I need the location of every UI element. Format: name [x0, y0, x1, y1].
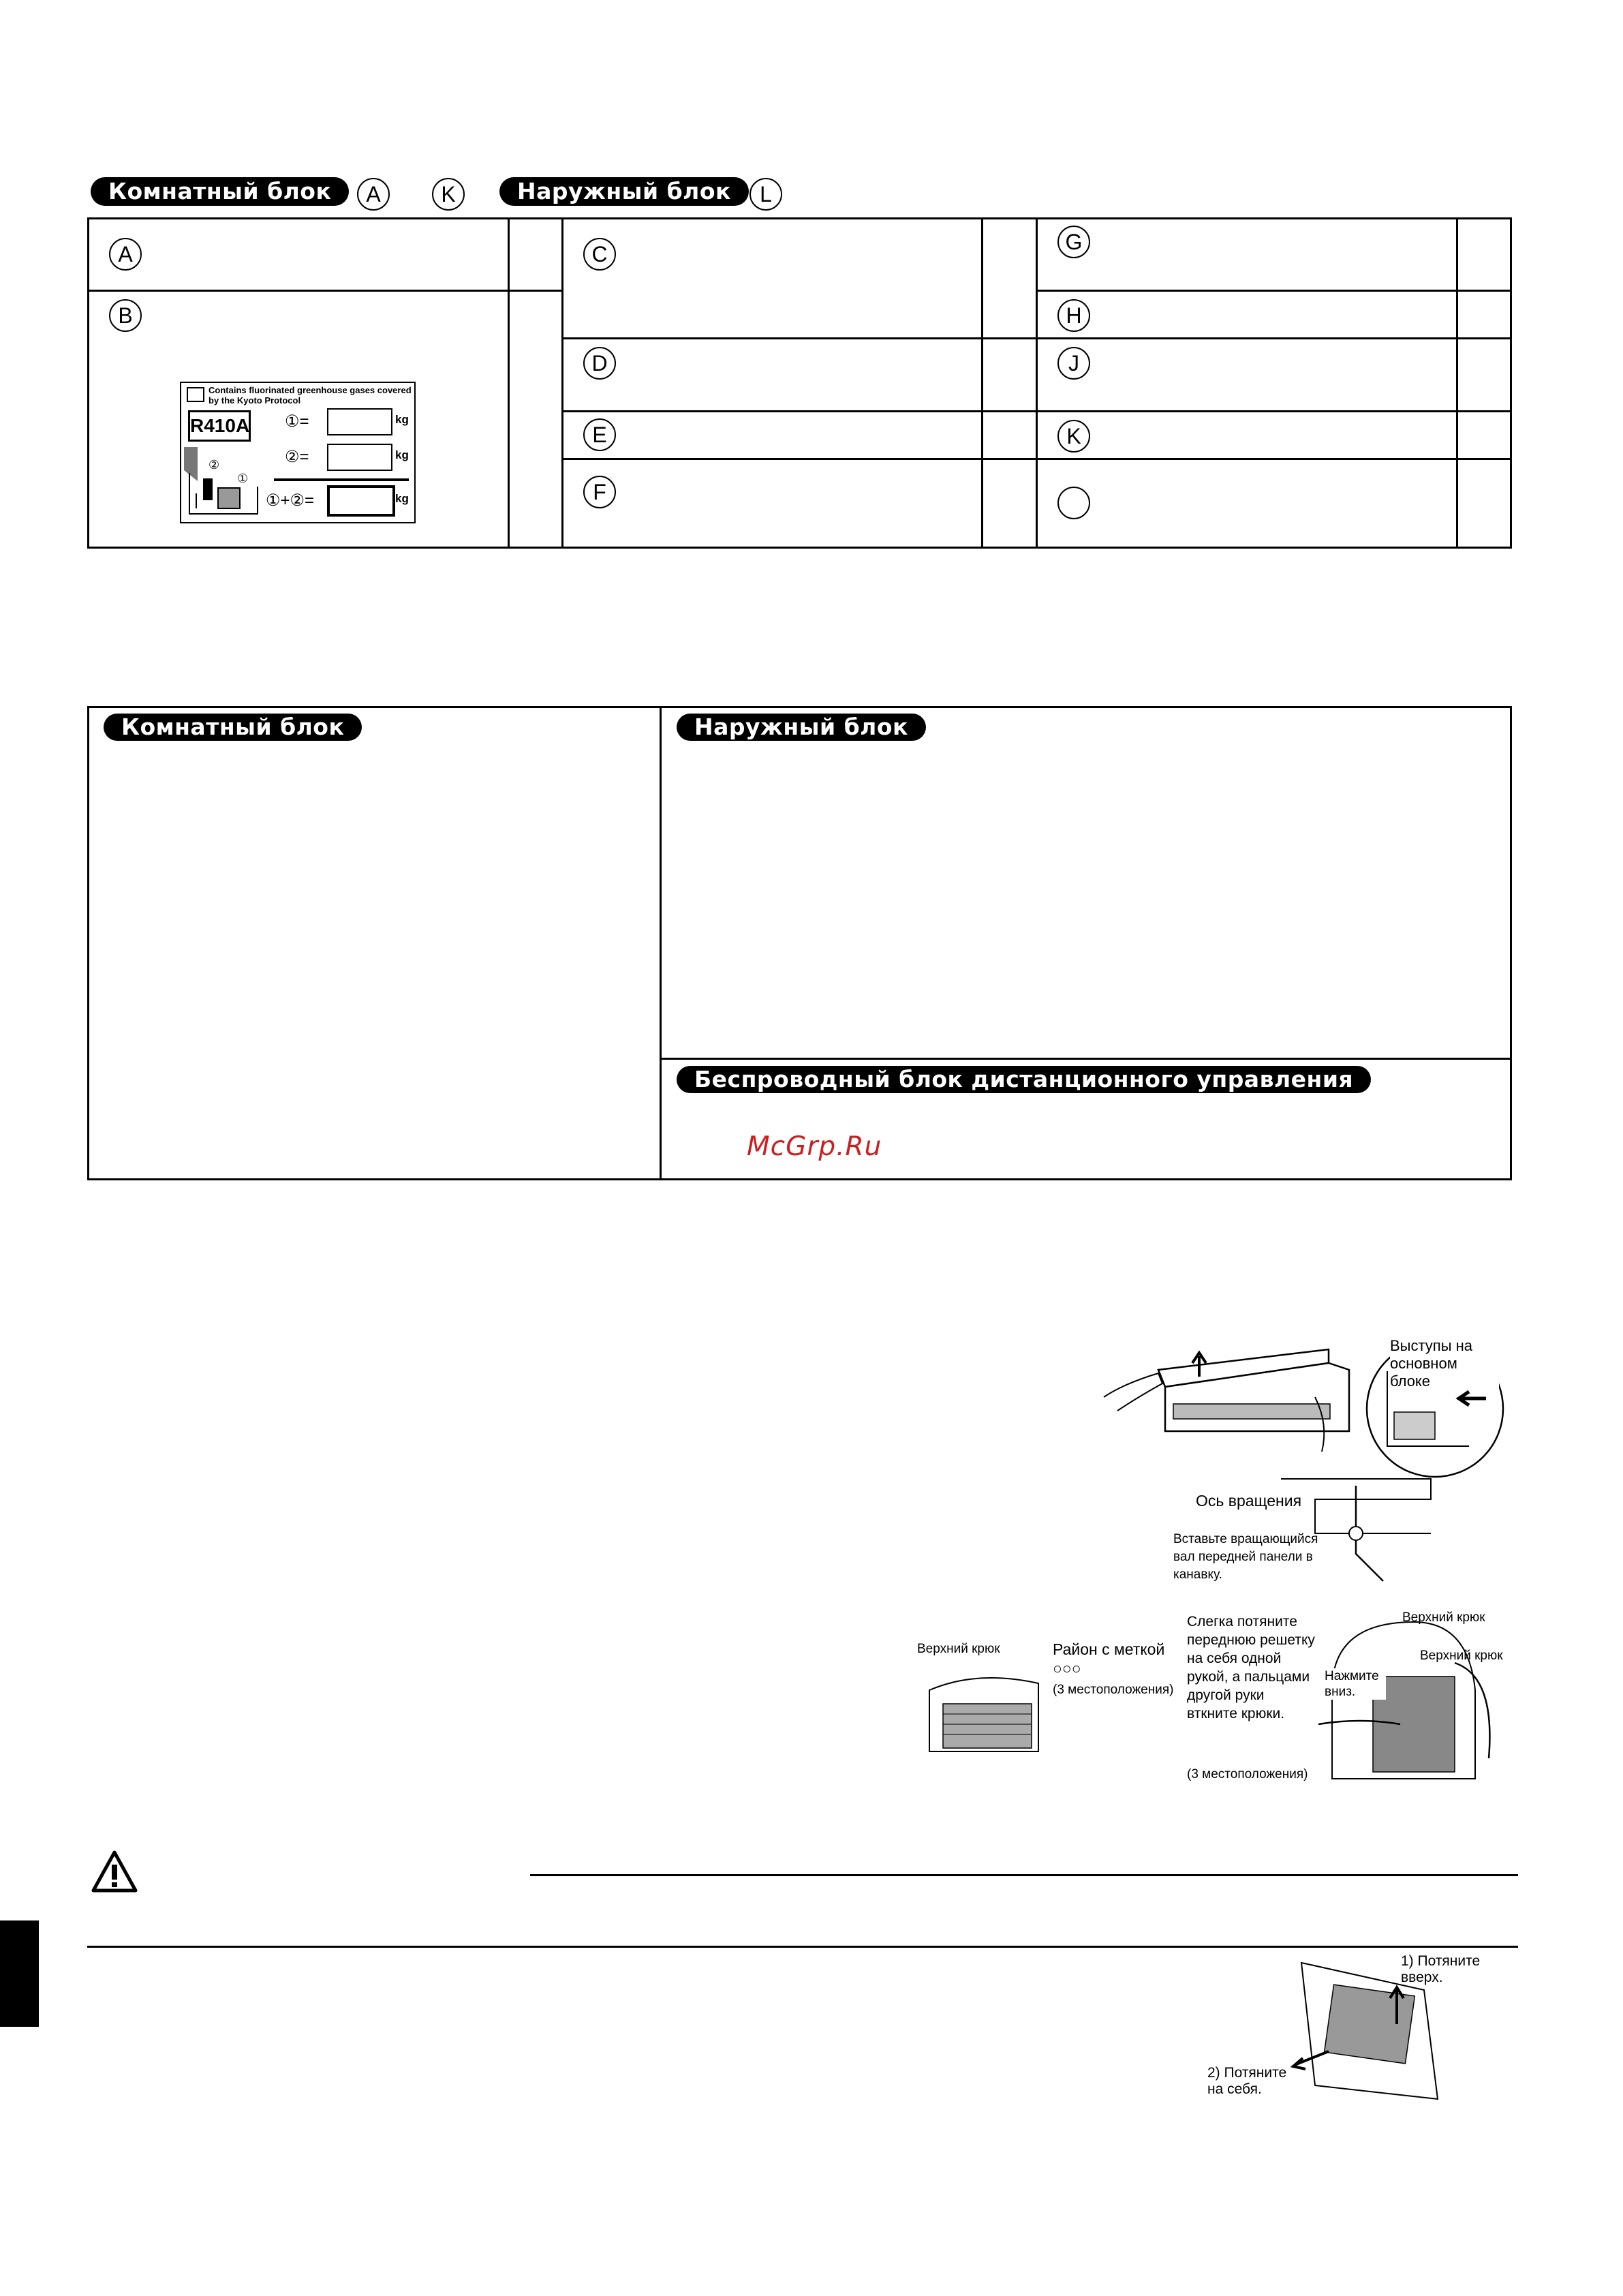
row3-label: ①+②= — [266, 491, 315, 510]
part-h-mark: H — [1057, 299, 1090, 332]
mark-1: ① — [237, 472, 249, 485]
row2-label: ②= — [285, 448, 309, 466]
part-c-mark: C — [583, 238, 616, 271]
indoor-unit-label: Комнатный блок — [91, 177, 349, 206]
label-title-2: by the Kyoto Protocol — [208, 395, 301, 405]
fig2-note: Вставьте вращающийся вал передней панели в канавку. — [1173, 1532, 1318, 1582]
part-d-mark: D — [583, 347, 616, 380]
mark-2: ② — [208, 458, 220, 472]
gas-type: R410A — [188, 410, 251, 442]
side-tab — [0, 1920, 39, 2027]
part-e-mark: E — [583, 418, 616, 451]
fig4-instruction: Слегка потяните переднюю решетку на себя одной рукой, а пальцами другой руки вткните крюки. — [1187, 1614, 1315, 1721]
section-indoor-label: Комнатный блок — [104, 714, 362, 741]
fig3-hook-label: Верхний крюк — [917, 1642, 1000, 1656]
refrigerant-label — [180, 382, 416, 523]
caution-rule — [530, 1874, 1518, 1876]
part-k-mark: K — [1057, 420, 1090, 453]
charging-diagram — [183, 446, 264, 521]
section-remote-label: Беспроводный блок дистанционного управления — [677, 1066, 1371, 1093]
book-icon — [187, 387, 204, 402]
section-outdoor-label: Наружный блок — [677, 714, 926, 741]
fig5-step1: 1) Потяните вверх. — [1401, 1953, 1481, 1985]
unit-1: kg — [395, 413, 409, 426]
fig5-step2: 2) Потяните на себя. — [1207, 2065, 1287, 2097]
label-title-1: Contains fluorinated greenhouse gases covered — [208, 385, 412, 395]
part-f-mark: F — [583, 476, 616, 508]
part-b-mark: B — [109, 299, 142, 332]
fig4-hook-2: Верхний крюк — [1420, 1649, 1503, 1663]
fig1-callout-text: Выступы на основном блоке — [1390, 1337, 1499, 1390]
unit-3: kg — [395, 492, 409, 505]
fig3-area-label: Район с меткой ○○○ — [1053, 1640, 1165, 1677]
mark-a: A — [357, 178, 390, 211]
figure-upper-hooks — [923, 1663, 1045, 1758]
fig3-count: (3 местоположения) — [1053, 1683, 1174, 1697]
outdoor-unit-label: Наружный блок — [499, 177, 749, 206]
fig4-press: Нажмите вниз. — [1325, 1668, 1386, 1700]
warning-icon — [91, 1850, 138, 1893]
watermark: McGrp.Ru — [747, 1131, 882, 1162]
row1-label: ①= — [285, 412, 309, 431]
section-rule — [87, 1946, 1518, 1948]
fig4-count: (3 местоположения) — [1187, 1767, 1308, 1781]
fig2-axis-label: Ось вращения — [1196, 1492, 1302, 1510]
mark-l: L — [749, 178, 782, 211]
part-a-mark: A — [109, 238, 142, 271]
part-blank-mark — [1057, 487, 1090, 519]
unit-2: kg — [395, 448, 409, 461]
fig4-hook-1: Верхний крюк — [1402, 1610, 1485, 1625]
part-g-mark: G — [1057, 226, 1090, 258]
part-j-mark: J — [1057, 347, 1090, 380]
mark-k: K — [432, 178, 465, 211]
